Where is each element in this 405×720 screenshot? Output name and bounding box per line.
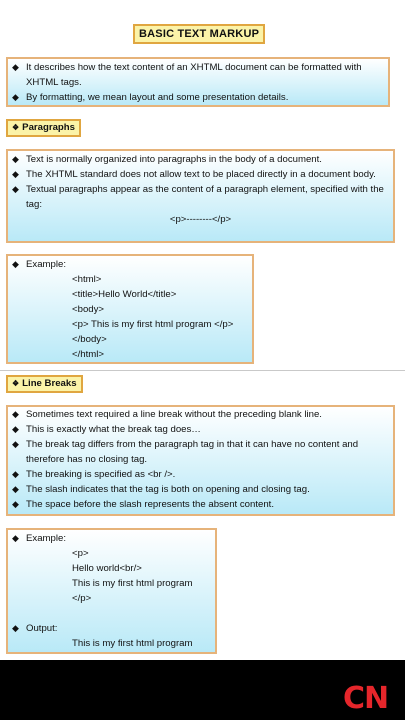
page-title: BASIC TEXT MARKUP (133, 24, 265, 44)
spacer (12, 606, 211, 621)
list-item: ◆ Sometimes text required a line break without the preceding blank line. (12, 409, 322, 420)
code-line: <title>Hello World</title> (72, 289, 177, 300)
list-item: ◆ The slash indicates that the tag is both on opening and closing tag. (12, 484, 310, 495)
code-line: </p> (72, 593, 92, 604)
list-item: ◆ Text is normally organized into paragraphs in the body of a document. (12, 154, 322, 165)
paragraphs-example-box (6, 254, 254, 364)
output-label-row: ◆ Output: (12, 623, 58, 634)
output-text: This is my first html program (72, 638, 193, 649)
diamond-bullet-icon: ◆ (12, 484, 19, 494)
diamond-bullet-icon: ◆ (12, 469, 19, 479)
list-item: ◆ This is exactly what the break tag does… (12, 424, 201, 435)
divider (0, 370, 405, 371)
list-item: ◆ By formatting, we mean layout and some presentation details. (12, 92, 289, 103)
list-item: ◆ The space before the slash represents the absent content. (12, 499, 274, 510)
section-heading-line-breaks: ❖ Line Breaks (6, 375, 83, 393)
diamond-bullet-icon: ◆ (12, 259, 19, 269)
line-breaks-example-box (6, 528, 217, 654)
diamond-bullet-icon: ◆ (12, 499, 19, 509)
list-item: ◆ Textual paragraphs appear as the content of a paragraph element, specified with the tag: (12, 184, 384, 210)
list-item: ◆ The break tag differs from the paragraph tag in that it can have no content and therefore has no closing tag. (12, 439, 359, 465)
code-line: </html> (72, 349, 104, 360)
diamond-bullet-icon: ◆ (12, 184, 19, 194)
example-label-row: ◆ Example: (12, 259, 66, 270)
diamond-bullet-icon: ◆ (12, 533, 19, 543)
example-label-row: ◆ Example: (12, 533, 66, 544)
code-line: <p> (72, 548, 89, 559)
four-diamond-icon: ❖ (12, 379, 20, 388)
tag-example: <p>--------</p> (169, 214, 232, 225)
list-item: ◆ It describes how the text content of an XHTML document can be formatted with XHTML tags. (12, 62, 362, 88)
diamond-bullet-icon: ◆ (12, 409, 19, 419)
diamond-bullet-icon: ◆ (12, 169, 19, 179)
diamond-bullet-icon: ◆ (12, 439, 19, 449)
code-line: <body> (72, 304, 105, 315)
diamond-bullet-icon: ◆ (12, 623, 19, 633)
diamond-bullet-icon: ◆ (12, 92, 19, 102)
list-item: ◆ The XHTML standard does not allow text to be placed directly in a document body. (12, 169, 376, 180)
diamond-bullet-icon: ◆ (12, 62, 19, 72)
code-line: </body> (72, 334, 107, 345)
cn-logo: CN (343, 681, 389, 716)
section-heading-paragraphs: ❖ Paragraphs (6, 119, 81, 137)
code-line: This is my first html program (72, 578, 193, 589)
code-line: <html> (72, 274, 102, 285)
diamond-bullet-icon: ◆ (12, 424, 19, 434)
code-line: <p> This is my first html program </p> (72, 319, 234, 330)
code-line: Hello world<br/> (72, 563, 142, 574)
diamond-bullet-icon: ◆ (12, 154, 19, 164)
paragraphs-box (6, 149, 395, 243)
intro-box (6, 57, 390, 107)
four-diamond-icon: ❖ (12, 123, 20, 132)
line-breaks-box (6, 405, 395, 516)
list-item: ◆ The breaking is specified as <br />. (12, 469, 176, 480)
